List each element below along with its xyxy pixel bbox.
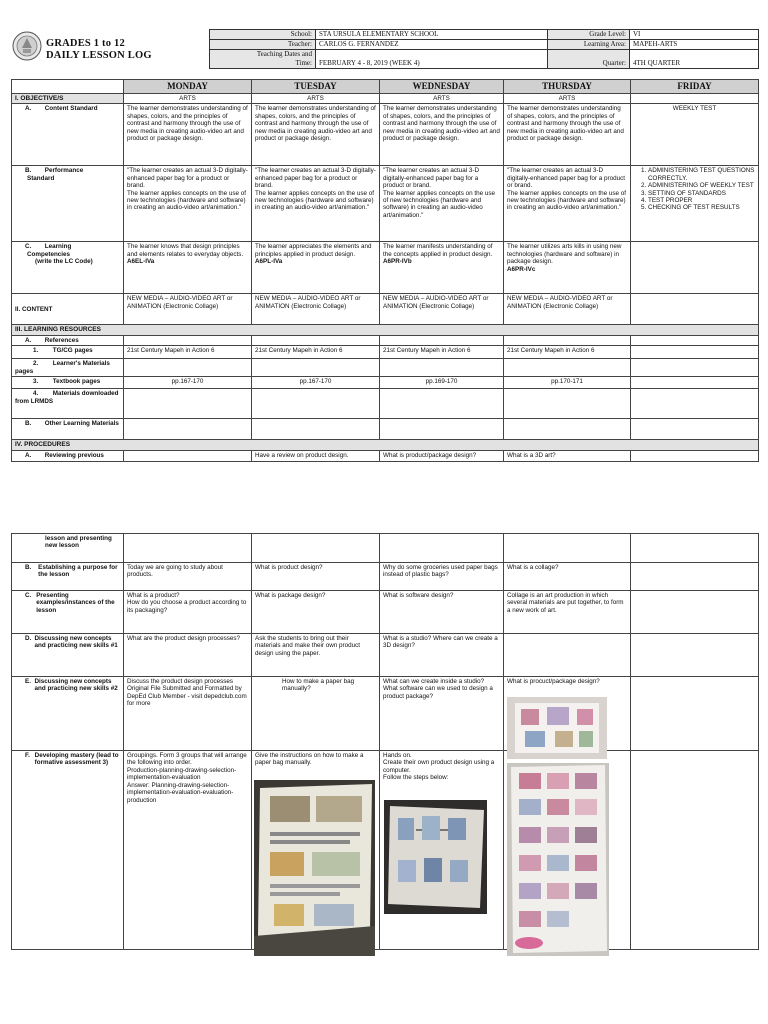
dates-label: Teaching Dates and Time: xyxy=(210,50,316,69)
discussing2-label: E. Discussing new concepts and practicing new skills #2 xyxy=(12,677,124,751)
textbook-pages-thursday: pp.170-171 xyxy=(504,377,631,389)
reviewing-thursday: What is a 3D art? xyxy=(504,450,631,461)
references-label: A. References xyxy=(12,335,124,345)
discussing2-thursday: What is procuct/package design? xyxy=(504,677,631,751)
performance-standard-thursday: "The learner creates an actual 3-D digitally-enhanced paper bag for a product or brand. The learner applies concepts on the use of new technologies (hardware and software) in creating an audio-video art/animation." xyxy=(504,166,631,242)
area-value: MAPEH-ARTS xyxy=(630,40,759,50)
arts-label: ARTS xyxy=(252,93,380,104)
textbook-pages-label: 3. Textbook pages xyxy=(12,377,124,389)
arts-label: ARTS xyxy=(380,93,504,104)
performance-standard-monday: "The learner creates an actual 3-D digitally-enhanced paper bag for a product or brand. The learner applies concepts on the use of new technologies (hardware and software) in creating an audio-video art/animation." xyxy=(124,166,252,242)
package-design-photo xyxy=(507,697,607,759)
content-monday: NEW MEDIA – AUDIO-VIDEO ART or ANIMATION (Electronic Collage) xyxy=(124,294,252,325)
competencies-label: C. Learning Competencies (write the LC Code) xyxy=(12,242,124,294)
textbook-pages-monday: pp.167-170 xyxy=(124,377,252,389)
day-header-thursday: THURSDAY xyxy=(504,80,631,94)
day-header-tuesday: TUESDAY xyxy=(252,80,380,94)
arts-label: ARTS xyxy=(124,93,252,104)
presenting-monday: What is a product? How do you choose a product according to its packaging? xyxy=(124,591,252,634)
day-header-monday: MONDAY xyxy=(124,80,252,94)
quarter-value: 4TH QUARTER xyxy=(630,50,759,69)
collage-pages-photo xyxy=(507,763,609,956)
computer-design-steps-photo xyxy=(384,800,487,914)
content-standard-thursday: The learner demonstrates understanding of shapes, colors, and the principles of contrast and harmony through the use of new media in creating audio-video art and product or package design. xyxy=(504,104,631,166)
weekly-test-item: 5. CHECKING OF TEST RESULTS xyxy=(648,204,755,211)
day-header-wednesday: WEDNESDAY xyxy=(380,80,504,94)
grade-label: Grade Level: xyxy=(548,30,630,40)
developing-wednesday: Hands on. Create their own product design using a computer. Follow the steps below: xyxy=(380,751,504,950)
content-thursday: NEW MEDIA – AUDIO-VIDEO ART or ANIMATION (Electronic Collage) xyxy=(504,294,631,325)
paper-bag-instruction-photo xyxy=(254,780,375,956)
establishing-tuesday: What is product design? xyxy=(252,563,380,591)
lm-pages-label: 2. Learner's Materials pages xyxy=(12,359,124,377)
day-header-friday: FRIDAY xyxy=(631,80,759,94)
establishing-wednesday: Why do some groceries used paper bags instead of plastic bags? xyxy=(380,563,504,591)
tg-pages-thursday: 21st Century Mapeh in Action 6 xyxy=(504,346,631,359)
weekly-test-item: 2. ADMINISTERING OF WEEKLY TEST xyxy=(648,182,755,189)
content-standard-label: A. Content Standard xyxy=(12,104,124,166)
weekly-test-item: 4. TEST PROPER xyxy=(648,197,755,204)
textbook-pages-wednesday: pp.169-170 xyxy=(380,377,504,389)
corner-cell xyxy=(12,80,124,94)
discussing1-tuesday: Ask the students to bring out their materials and make their own product design using the paper. xyxy=(252,634,380,677)
content-label: II. CONTENT xyxy=(12,294,124,325)
developing-monday: Groupings. Form 3 groups that will arrange the following into order. Production-planning-drawing-selection-implementation-evaluation Answer: Planning-drawing-selection-implementation-evaluation-evaluation-production xyxy=(124,751,252,950)
other-materials-label: B. Other Learning Materials xyxy=(12,419,124,440)
discussing2-wednesday: What can we create inside a studio? What software can we used to design a product package? xyxy=(380,677,504,751)
performance-standard-tuesday: "The learner creates an actual 3-D digitally-enhanced paper bag for a product or brand. The learner applies concepts on the use of new technologies (hardware and software) in creating an audio-video art/animation." xyxy=(252,166,380,242)
form-title-line1: GRADES 1 to 12 xyxy=(46,38,125,49)
deped-seal-logo xyxy=(12,31,42,61)
teacher-value: CARLOS G. FERNANDEZ xyxy=(316,40,548,50)
textbook-pages-tuesday: pp.167-170 xyxy=(252,377,380,389)
presenting-thursday: Collage is an art production in which several materials are put together, to form a new work of art. xyxy=(504,591,631,634)
presenting-wednesday: What is software design? xyxy=(380,591,504,634)
discussing2-tuesday: How to make a paper bag manually? xyxy=(252,677,380,751)
establishing-label: B. Establishing a purpose for the lesson xyxy=(12,563,124,591)
establishing-thursday: What is a collage? xyxy=(504,563,631,591)
weekly-test-item: 3. SETTING OF STANDARDS xyxy=(648,190,755,197)
content-tuesday: NEW MEDIA – AUDIO-VIDEO ART or ANIMATION (Electronic Collage) xyxy=(252,294,380,325)
area-label: Learning Area: xyxy=(548,40,630,50)
arts-label: ARTS xyxy=(504,93,631,104)
reviewing-wednesday: What is product/package design? xyxy=(380,450,504,461)
section-procedures: IV. PROCEDURES xyxy=(12,440,759,451)
content-standard-monday: The learner demonstrates understanding of shapes, colors, and the principles of contrast and harmony through the use of new media in creating audio-video art and product or package design. xyxy=(124,104,252,166)
grade-value: VI xyxy=(630,30,759,40)
discussing1-label: D. Discussing new concepts and practicing new skills #1 xyxy=(12,634,124,677)
section-learning-resources: III. LEARNING RESOURCES xyxy=(12,325,759,336)
developing-mastery-label: F. Developing mastery (lead to formative assessment 3) xyxy=(12,751,124,950)
performance-standard-label: B. Performance Standard xyxy=(12,166,124,242)
header-info-table xyxy=(209,29,759,69)
content-wednesday: NEW MEDIA – AUDIO-VIDEO ART or ANIMATION (Electronic Collage) xyxy=(380,294,504,325)
lesson-log-table-page1 xyxy=(11,79,759,462)
performance-standard-wednesday: "The learner creates an actual 3-D digitally-enhanced paper bag for a product or brand. The learner applies concepts on the use of new technologies (hardware and software) in creating an audio-video art/animation." xyxy=(380,166,504,242)
weekly-test-list xyxy=(631,166,759,242)
discussing1-monday: What are the product design processes? xyxy=(124,634,252,677)
content-standard-friday: WEEKLY TEST xyxy=(631,104,759,166)
quarter-label: Quarter: xyxy=(548,50,630,69)
tg-pages-label: 1. TG/CG pages xyxy=(12,346,124,359)
content-standard-tuesday: The learner demonstrates understanding of shapes, colors, and the principles of contrast and harmony through the use of new media in creating audio-video art and product or package design. xyxy=(252,104,380,166)
school-label: School: xyxy=(210,30,316,40)
competency-tuesday: The learner appreciates the elements and principles applied in product design. A6PL-IVa xyxy=(252,242,380,294)
presenting-label: C. Presenting examples/instances of the lesson xyxy=(12,591,124,634)
reviewing-label: A. Reviewing previous xyxy=(12,450,124,461)
competency-thursday: The learner utilizes arts kills in using new technologies (hardware and software) in package design. A6PR-IVc xyxy=(504,242,631,294)
teacher-label: Teacher: xyxy=(210,40,316,50)
reviewing-tuesday: Have a review on product design. xyxy=(252,450,380,461)
tg-pages-wednesday: 21st Century Mapeh in Action 6 xyxy=(380,346,504,359)
form-title-line2: DAILY LESSON LOG xyxy=(46,50,152,61)
tg-pages-tuesday: 21st Century Mapeh in Action 6 xyxy=(252,346,380,359)
developing-tuesday: Give the instructions on how to make a paper bag manually. xyxy=(252,751,380,950)
reviewing-label-continued: lesson and presenting new lesson xyxy=(12,534,124,563)
lrmds-materials-label: 4. Materials downloaded from LRMDS xyxy=(12,389,124,419)
content-standard-wednesday: The learner demonstrates understanding of shapes, colors, and the principles of contrast and harmony through the use of new media in creating audio-video art and product or package design. xyxy=(380,104,504,166)
school-value: STA URSULA ELEMENTARY SCHOOL xyxy=(316,30,548,40)
tg-pages-monday: 21st Century Mapeh in Action 6 xyxy=(124,346,252,359)
establishing-monday: Today we are going to study about products. xyxy=(124,563,252,591)
presenting-tuesday: What is package design? xyxy=(252,591,380,634)
competency-monday: The learner knows that design principles and elements relates to everyday objects. A6EL-IVa xyxy=(124,242,252,294)
discussing1-wednesday: What is a studio? Where can we create a 3D design? xyxy=(380,634,504,677)
section-objectives: I. OBJECTIVE/S xyxy=(12,93,124,104)
competency-wednesday: The learner manifests understanding of the concepts applied in product design. A6PR-IVb xyxy=(380,242,504,294)
dates-value: FEBRUARY 4 - 8, 2019 (WEEK 4) xyxy=(316,50,548,69)
discussing2-monday: Discuss the product design processes Original File Submitted and Formatted by DepEd Club Member - visit depedclub.com for more xyxy=(124,677,252,751)
weekly-test-item: 1. ADMINISTERING TEST QUESTIONS CORRECTLY. xyxy=(648,167,755,182)
